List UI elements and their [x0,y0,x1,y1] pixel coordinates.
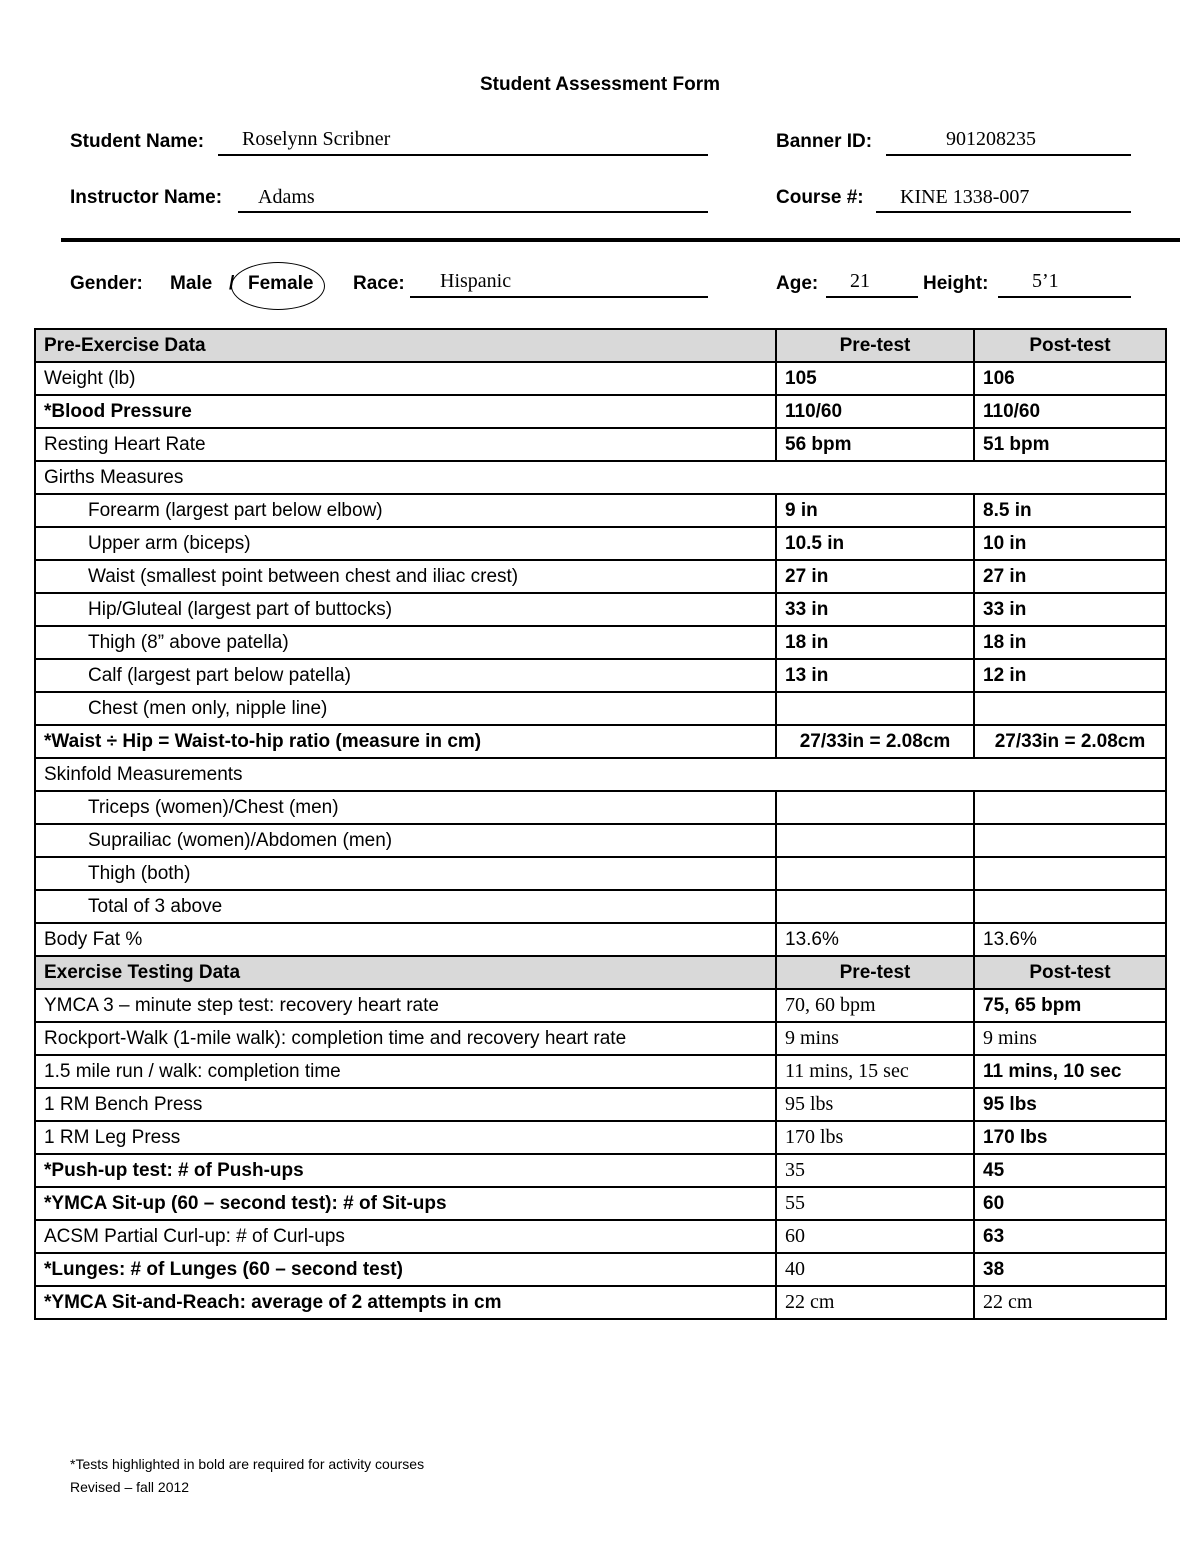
row-label: 1 RM Bench Press [35,1088,776,1121]
pre-test-cell[interactable]: 13 in [776,659,974,692]
course-value: KINE 1338-007 [900,186,1030,208]
student-name-field[interactable] [218,128,708,156]
section-label: Skinfold Measurements [35,758,1166,791]
table-row [35,1022,1166,1055]
age-label: Age: [776,273,819,294]
exercise-testing-header-row [35,956,1166,989]
post-test-cell[interactable]: 27/33in = 2.08cm [974,725,1166,758]
post-test-cell[interactable]: 10 in [974,527,1166,560]
row-label: Total of 3 above [35,890,776,923]
table-row [35,923,1166,956]
table-row [35,1187,1166,1220]
table-row [35,560,1166,593]
post-test-column-header: Post-test [974,956,1166,989]
pre-test-cell[interactable]: 9 mins [776,1022,974,1055]
row-label: Upper arm (biceps) [35,527,776,560]
row-label: Body Fat % [35,923,776,956]
post-test-cell[interactable]: 106 [974,362,1166,395]
pre-test-cell[interactable]: 56 bpm [776,428,974,461]
row-label: Waist (smallest point between chest and iliac crest) [35,560,776,593]
post-test-cell[interactable]: 8.5 in [974,494,1166,527]
row-label: *Push-up test: # of Push-ups [35,1154,776,1187]
pre-test-cell[interactable]: 110/60 [776,395,974,428]
instructor-name-value: Adams [258,186,315,208]
table-row [35,989,1166,1022]
table-row [35,1253,1166,1286]
post-test-cell[interactable]: 170 lbs [974,1121,1166,1154]
pre-test-cell[interactable]: 18 in [776,626,974,659]
row-label: YMCA 3 – minute step test: recovery heart rate [35,989,776,1022]
pre-test-cell[interactable] [776,692,974,725]
row-label: 1.5 mile run / walk: completion time [35,1055,776,1088]
footnote: *Tests highlighted in bold are required for activity courses [70,1456,425,1472]
table-row [35,890,1166,923]
table-row [35,362,1166,395]
pre-test-cell[interactable]: 11 mins, 15 sec [776,1055,974,1088]
table-row [35,1055,1166,1088]
pre-exercise-header-row [35,329,1166,362]
post-test-cell[interactable]: 13.6% [974,923,1166,956]
race-value: Hispanic [440,270,512,292]
post-test-cell[interactable]: 110/60 [974,395,1166,428]
table-row [35,428,1166,461]
table-row [35,527,1166,560]
post-test-cell[interactable]: 38 [974,1253,1166,1286]
course-field[interactable] [876,185,1131,213]
pre-test-column-header: Pre-test [776,329,974,362]
post-test-cell[interactable] [974,692,1166,725]
age-field[interactable] [826,270,918,298]
banner-id-value: 901208235 [946,128,1036,150]
post-test-cell[interactable]: 11 mins, 10 sec [974,1055,1166,1088]
pre-test-cell[interactable]: 33 in [776,593,974,626]
row-label: 1 RM Leg Press [35,1121,776,1154]
pre-test-cell[interactable]: 22 cm [776,1286,974,1319]
banner-id-field[interactable] [886,128,1131,156]
banner-id-label: Banner ID: [776,131,873,152]
pre-test-cell[interactable]: 95 lbs [776,1088,974,1121]
pre-test-cell[interactable] [776,791,974,824]
post-test-cell[interactable]: 95 lbs [974,1088,1166,1121]
height-label: Height: [923,273,989,294]
height-value: 5’1 [1032,270,1059,292]
row-label: Thigh (both) [35,857,776,890]
gender-separator: / [229,273,235,294]
table-row [35,659,1166,692]
post-test-cell[interactable] [974,791,1166,824]
pre-exercise-heading: Pre-Exercise Data [35,329,776,362]
table-section-row [35,758,1166,791]
table-row [35,725,1166,758]
post-test-cell[interactable]: 27 in [974,560,1166,593]
pre-test-cell[interactable]: 170 lbs [776,1121,974,1154]
pre-test-cell[interactable] [776,890,974,923]
pre-test-column-header: Pre-test [776,956,974,989]
exercise-testing-heading: Exercise Testing Data [35,956,776,989]
student-name-label: Student Name: [70,131,205,152]
header-divider [61,238,1180,242]
table-section-row [35,461,1166,494]
row-label: Suprailiac (women)/Abdomen (men) [35,824,776,857]
table-row [35,395,1166,428]
instructor-name-field[interactable] [238,185,708,213]
female-selection-circle [231,262,325,310]
post-test-cell[interactable]: 33 in [974,593,1166,626]
table-row [35,791,1166,824]
table-row [35,1088,1166,1121]
table-row [35,494,1166,527]
section-label: Girths Measures [35,461,1166,494]
table-row [35,1220,1166,1253]
row-label: Thigh (8” above patella) [35,626,776,659]
row-label: Weight (lb) [35,362,776,395]
height-field[interactable] [998,270,1131,298]
post-test-cell[interactable] [974,824,1166,857]
row-label: Rockport-Walk (1-mile walk): completion time and recovery heart rate [35,1022,776,1055]
student-name-value: Roselynn Scribner [242,128,391,150]
race-field[interactable] [410,270,708,298]
assessment-table [34,328,1167,1320]
pre-test-cell[interactable] [776,857,974,890]
pre-test-cell[interactable]: 60 [776,1220,974,1253]
table-row [35,692,1166,725]
pre-test-cell[interactable]: 27/33in = 2.08cm [776,725,974,758]
revision-note: Revised – fall 2012 [70,1479,190,1495]
post-test-cell[interactable]: 12 in [974,659,1166,692]
gender-male[interactable]: Male [170,273,213,294]
row-label: Hip/Gluteal (largest part of buttocks) [35,593,776,626]
post-test-cell[interactable]: 60 [974,1187,1166,1220]
pre-test-cell[interactable] [776,824,974,857]
pre-test-cell[interactable]: 13.6% [776,923,974,956]
row-label: Resting Heart Rate [35,428,776,461]
post-test-cell[interactable]: 22 cm [974,1286,1166,1319]
row-label: *YMCA Sit-up (60 – second test): # of Sit-ups [35,1187,776,1220]
table-row [35,593,1166,626]
row-label: Forearm (largest part below elbow) [35,494,776,527]
table-row [35,1286,1166,1319]
page-title: Student Assessment Form [479,74,720,95]
instructor-name-label: Instructor Name: [70,187,223,208]
post-test-cell[interactable]: 9 mins [974,1022,1166,1055]
gender-female[interactable]: Female [248,273,314,294]
post-test-cell[interactable]: 45 [974,1154,1166,1187]
post-test-cell[interactable]: 18 in [974,626,1166,659]
pre-test-cell[interactable]: 55 [776,1187,974,1220]
pre-test-cell[interactable]: 35 [776,1154,974,1187]
row-label: Calf (largest part below patella) [35,659,776,692]
pre-test-cell[interactable]: 70, 60 bpm [776,989,974,1022]
post-test-cell[interactable]: 51 bpm [974,428,1166,461]
table-row [35,824,1166,857]
row-label: *YMCA Sit-and-Reach: average of 2 attempts in cm [35,1286,776,1319]
pre-test-cell[interactable]: 9 in [776,494,974,527]
age-value: 21 [850,270,870,292]
post-test-cell[interactable] [974,890,1166,923]
race-label: Race: [353,273,405,294]
pre-test-cell[interactable]: 40 [776,1253,974,1286]
row-label: Chest (men only, nipple line) [35,692,776,725]
post-test-column-header: Post-test [974,329,1166,362]
table-row [35,626,1166,659]
post-test-cell[interactable]: 63 [974,1220,1166,1253]
table-row [35,857,1166,890]
course-label: Course #: [776,187,864,208]
pre-test-cell[interactable]: 105 [776,362,974,395]
pre-test-cell[interactable]: 10.5 in [776,527,974,560]
table-row [35,1154,1166,1187]
row-label: ACSM Partial Curl-up: # of Curl-ups [35,1220,776,1253]
table-row [35,1121,1166,1154]
post-test-cell[interactable]: 75, 65 bpm [974,989,1166,1022]
gender-label: Gender: [70,273,143,294]
row-label: *Waist ÷ Hip = Waist-to-hip ratio (measure in cm) [35,725,776,758]
row-label: *Lunges: # of Lunges (60 – second test) [35,1253,776,1286]
row-label: Triceps (women)/Chest (men) [35,791,776,824]
pre-test-cell[interactable]: 27 in [776,560,974,593]
row-label: *Blood Pressure [35,395,776,428]
post-test-cell[interactable] [974,857,1166,890]
